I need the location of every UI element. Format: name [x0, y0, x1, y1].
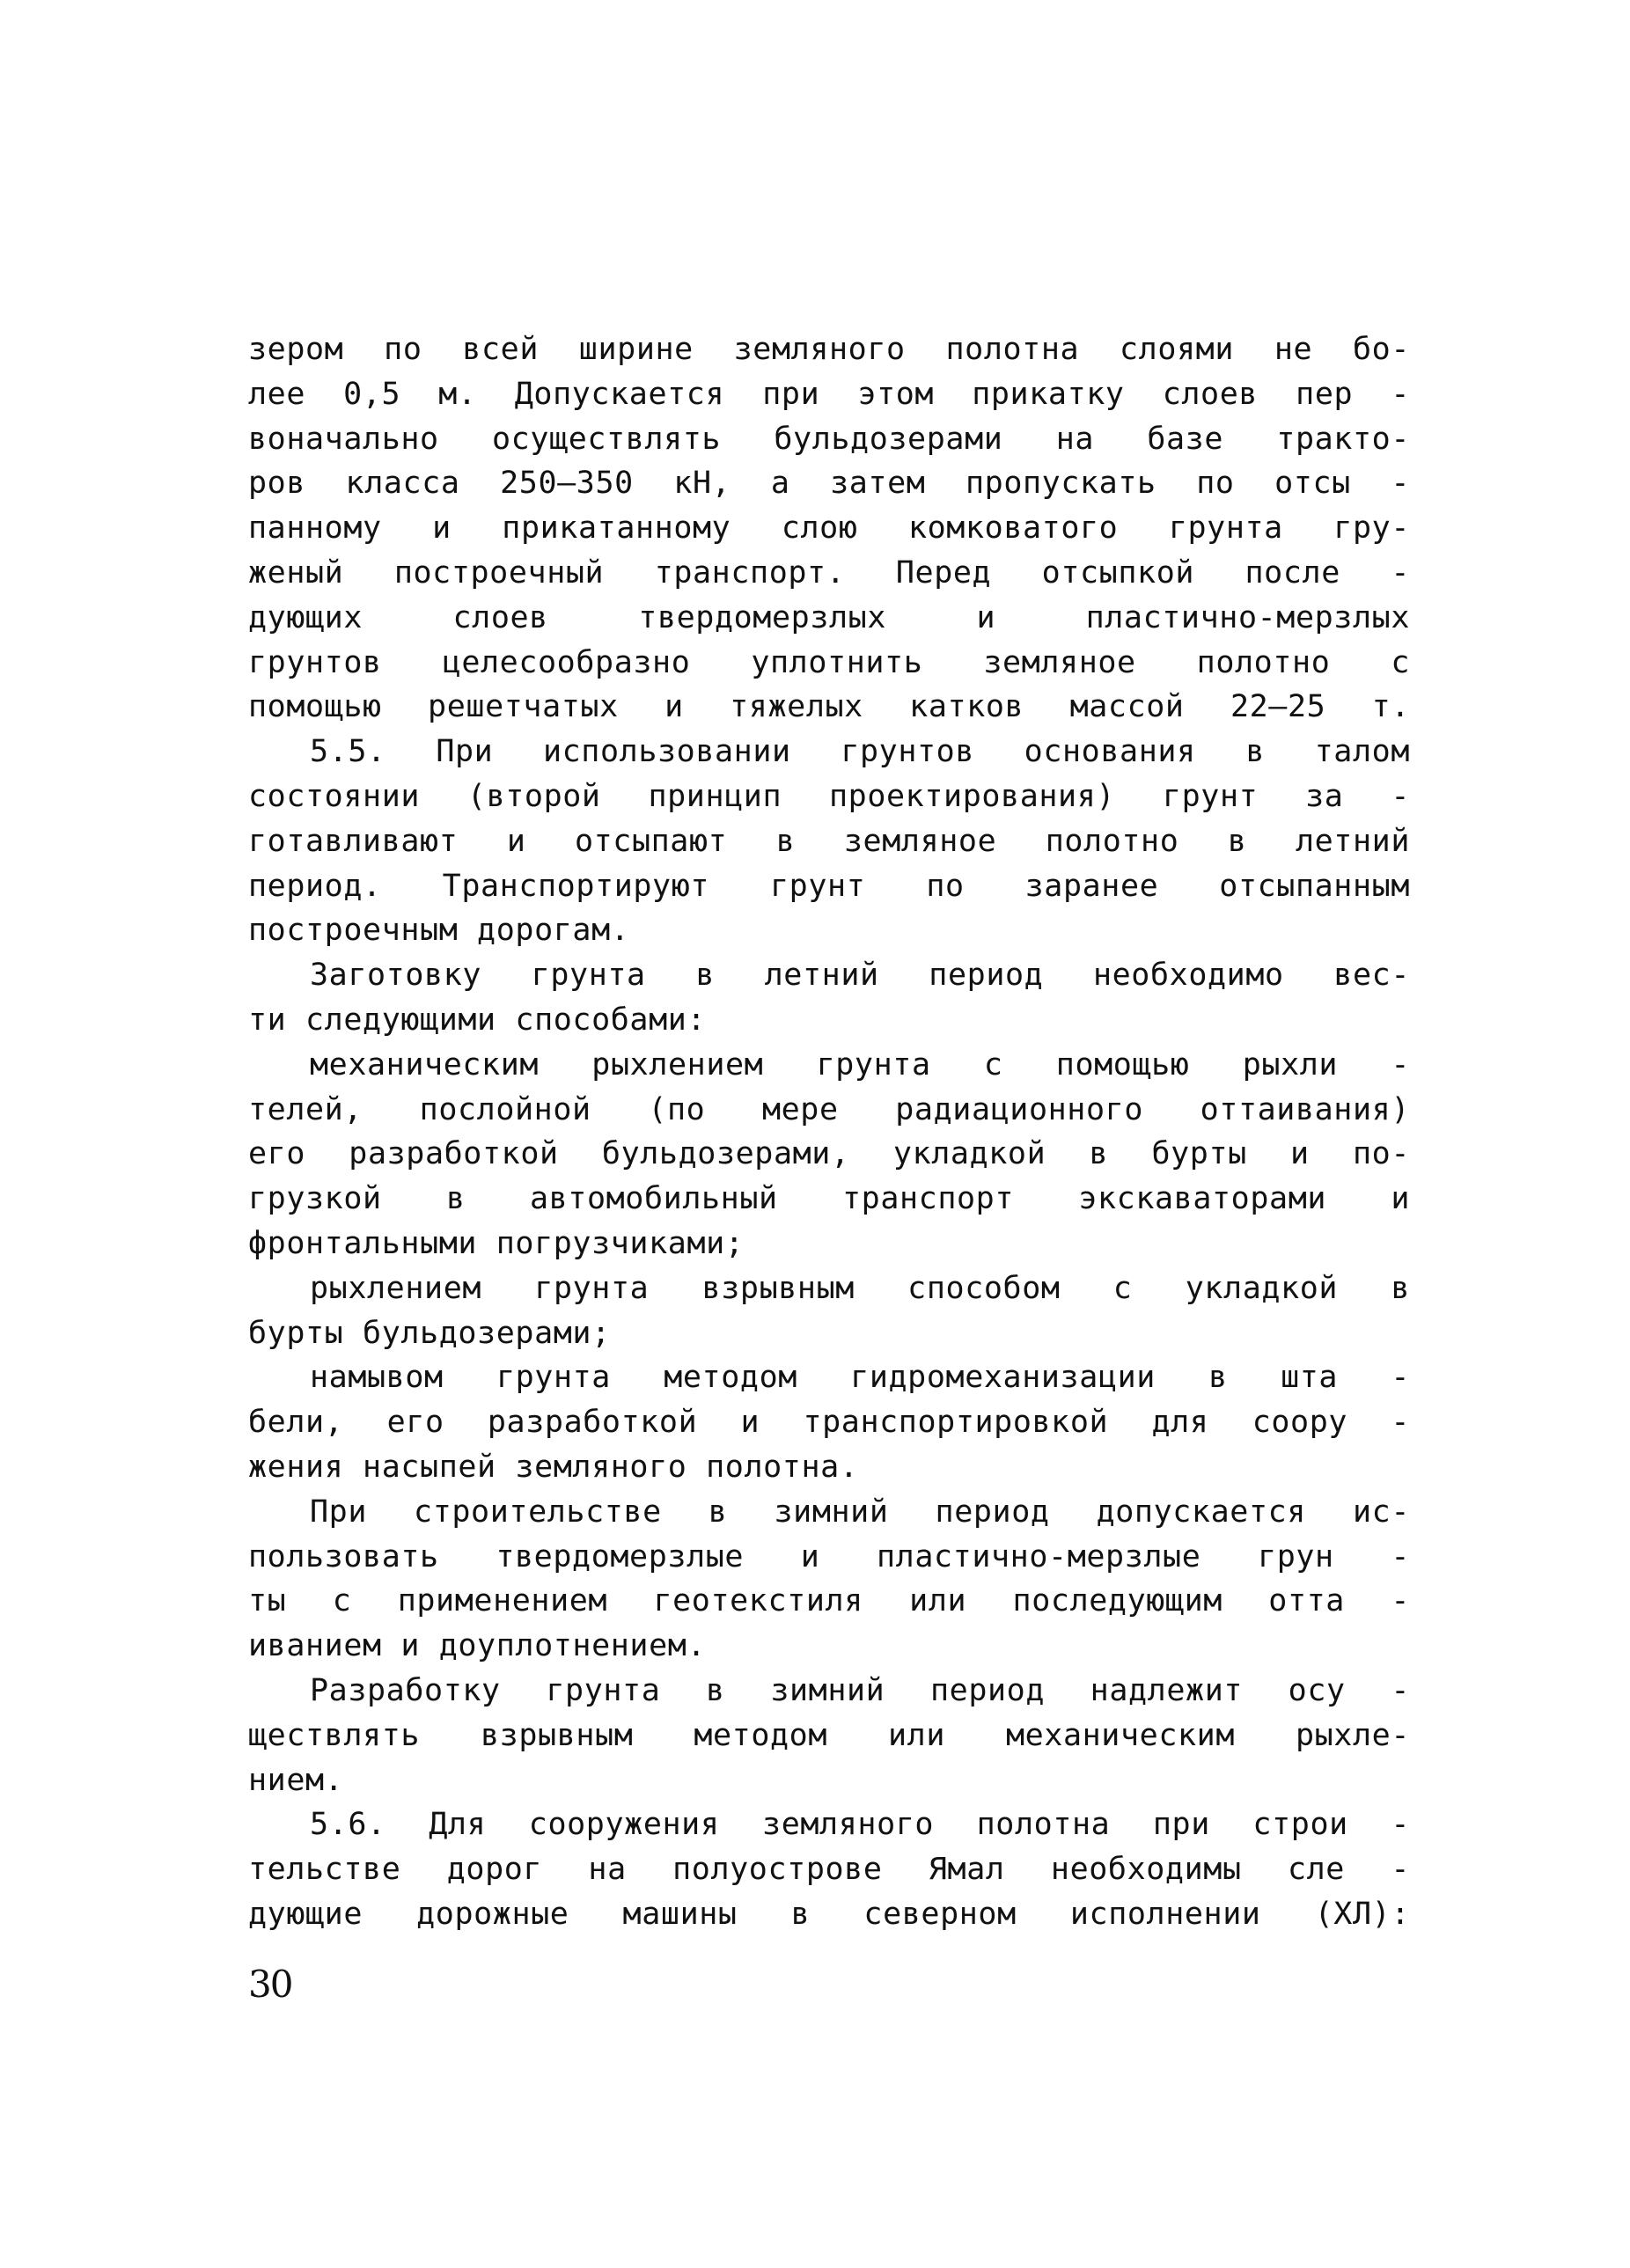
- text-line: ществлять взрывным методом или механическим рыхле-: [248, 1717, 1410, 1753]
- text-line: женый построечный транспорт. Перед отсыпкой после -: [248, 554, 1410, 591]
- paragraph-start-line: механическим рыхлением грунта с помощью рыхли -: [310, 1046, 1410, 1083]
- paragraph-end-line: нием.: [248, 1762, 344, 1798]
- text-line: панному и прикатанному слою комковатого грунта гру-: [248, 510, 1410, 547]
- text-line: пользовать твердомерзлые и пластично-мерзлые грун -: [248, 1538, 1410, 1574]
- text-line: дующие дорожные машины в северном исполнении (ХЛ):: [248, 1896, 1410, 1932]
- text-line: телей, послойной (по мере радиационного оттаивания): [248, 1091, 1410, 1127]
- document-page: [248, 327, 1410, 1937]
- paragraph-end-line: фронтальными погрузчиками;: [248, 1225, 745, 1261]
- text-line: грунтов целесообразно уплотнить земляное полотно с: [248, 644, 1410, 680]
- text-line: его разработкой бульдозерами, укладкой в бурты и по-: [248, 1136, 1410, 1172]
- paragraph-start-line: рыхлением грунта взрывным способом с укладкой в: [310, 1270, 1410, 1306]
- paragraph-start-line: 5.6. Для сооружения земляного полотна при строи -: [310, 1807, 1410, 1843]
- text-line: состоянии (второй принцип проектирования) грунт за -: [248, 778, 1410, 814]
- text-line: ты с применением геотекстиля или последующим отта -: [248, 1583, 1410, 1619]
- text-line: зером по всей ширине земляного полотна слоями не бо-: [248, 332, 1410, 367]
- paragraph-end-line: иванием и доуплотнением.: [248, 1628, 707, 1664]
- text-line: помощью решетчатых и тяжелых катков массой 22–25 т.: [248, 689, 1410, 725]
- text-line: готавливают и отсыпают в земляное полотно в летний: [248, 823, 1410, 859]
- text-line: грузкой в автомобильный транспорт экскаваторами и: [248, 1181, 1410, 1217]
- paragraph-start-line: намывом грунта методом гидромеханизации в шта -: [310, 1360, 1410, 1396]
- paragraph-end-line: жения насыпей земляного полотна.: [248, 1449, 859, 1485]
- page-number: 30: [248, 1963, 292, 2006]
- paragraph-start-line: При строительстве в зимний период допускается ис-: [310, 1494, 1410, 1530]
- paragraph-end-line: бурты бульдозерами;: [248, 1315, 611, 1351]
- paragraph-end-line: ти следующими способами:: [248, 1002, 707, 1038]
- text-line: период. Транспортируют грунт по заранее отсыпанным: [248, 868, 1410, 904]
- paragraph-start-line: Разработку грунта в зимний период надлежит осу -: [310, 1672, 1410, 1708]
- text-line: лее 0,5 м. Допускается при этом прикатку слоев пер -: [248, 376, 1410, 412]
- paragraph-start-line: 5.5. При использовании грунтов основания в талом: [310, 734, 1410, 770]
- text-line: тельстве дорог на полуострове Ямал необходимы сле -: [248, 1852, 1410, 1888]
- paragraph-end-line: построечным дорогам.: [248, 913, 630, 949]
- text-line: ров класса 250–350 кН, а затем пропускать по отсы -: [248, 466, 1410, 502]
- text-line: дующих слоев твердомерзлых и пластично-мерзлых: [248, 599, 1410, 635]
- paragraph-start-line: Заготовку грунта в летний период необходимо вес-: [310, 958, 1410, 994]
- text-line: воначально осуществлять бульдозерами на базе тракто-: [248, 421, 1410, 457]
- text-line: бели, его разработкой и транспортировкой для соору -: [248, 1405, 1410, 1441]
